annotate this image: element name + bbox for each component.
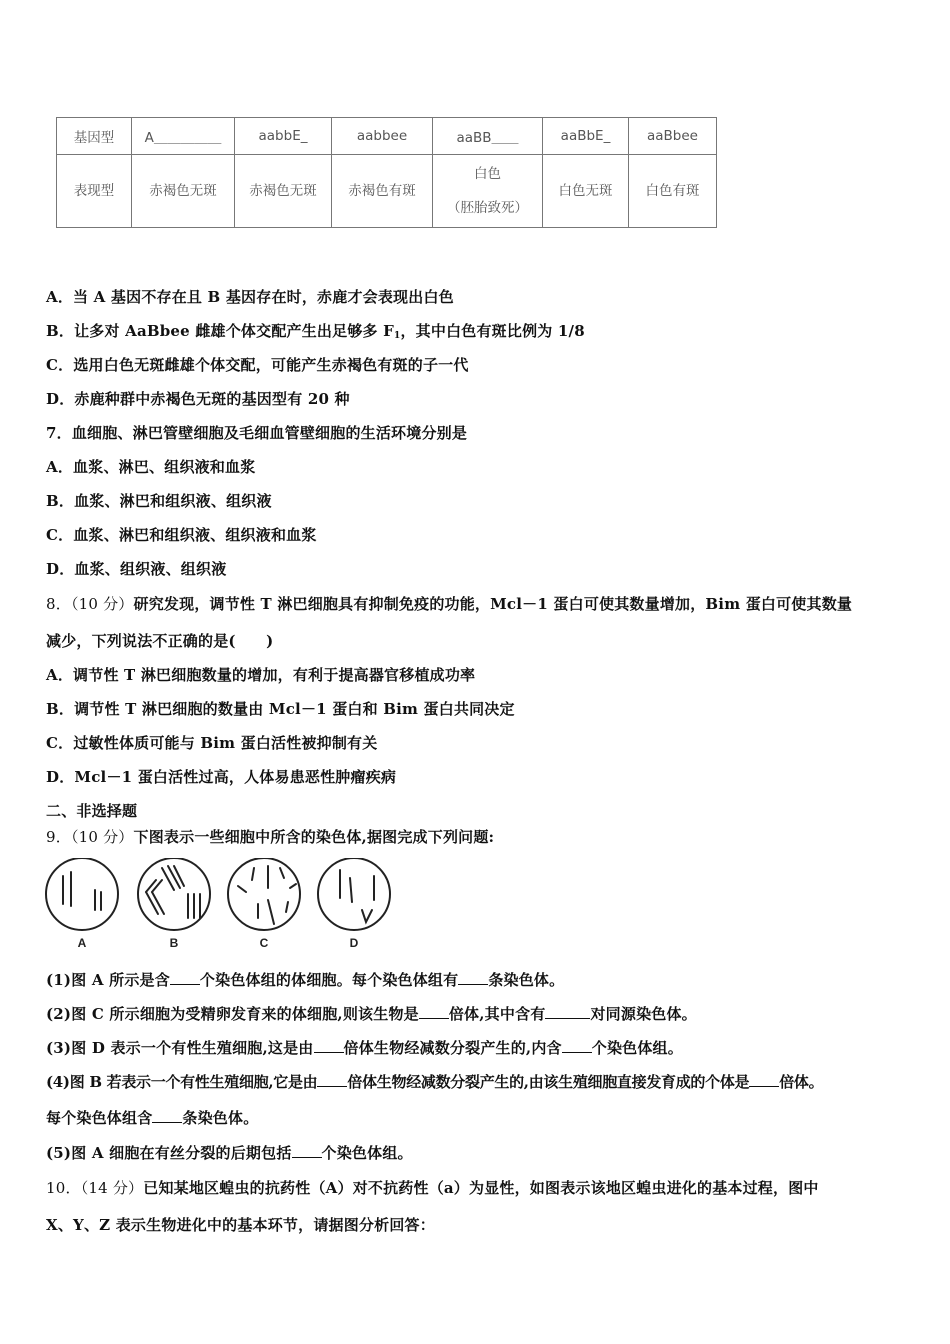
q9-part5 <box>46 1142 413 1163</box>
q8-number: 8． <box>46 595 71 613</box>
table-cell-white: 白色 <box>474 166 501 182</box>
table-cell: aabbee <box>332 118 433 155</box>
q9-p3-text: (3)图 D 表示一个有性生殖细胞,这是由 <box>46 1039 314 1057</box>
fig-label-a: A <box>77 936 87 950</box>
answer-blank[interactable] <box>749 1073 779 1087</box>
q6-b-text-end: ，其中白色有斑比例为 1/8 <box>400 322 585 340</box>
q9-part1 <box>46 969 564 990</box>
q9-p1-text: (1)图 A 所示是含 <box>46 971 170 989</box>
q7-option-b: B．血浆、淋巴和组织液、组织液 <box>46 492 272 510</box>
q9-p2-text: (2)图 C 所示细胞为受精卵发育来的体细胞,则该生物是 <box>46 1005 419 1023</box>
q7-stem: 7．血细胞、淋巴管壁细胞及毛细血管壁细胞的生活环境分别是 <box>46 424 468 442</box>
q9-p2-text: 对同源染色体。 <box>590 1005 697 1023</box>
table-cell: 赤褐色无斑 <box>132 155 235 228</box>
q9-p1-text: 个染色体组的体细胞。每个染色体组有 <box>199 971 459 989</box>
q6-b-subscript: 1 <box>394 331 401 341</box>
genotype-phenotype-table <box>56 117 717 228</box>
q9-part4 <box>46 1071 823 1092</box>
q9-stem-text: 下图表示一些细胞中所含的染色体,据图完成下列问题: <box>133 828 495 846</box>
answer-blank[interactable] <box>292 1144 322 1158</box>
table-cell: aaBbee <box>629 118 717 155</box>
q10-number: 10． <box>46 1179 81 1197</box>
fig-label-d: D <box>349 936 359 950</box>
q10-stem-line1 <box>46 1177 819 1198</box>
table-cell <box>433 155 543 228</box>
q6-option-b <box>46 320 585 341</box>
q10-stem-line2: X、Y、Z 表示生物进化中的基本环节，请据图分析回答： <box>46 1216 435 1234</box>
cell-b <box>138 858 210 930</box>
q10-score: （14 分） <box>80 1179 144 1197</box>
answer-blank[interactable] <box>545 1005 590 1019</box>
q7-option-c: C．血浆、淋巴和组织液、组织液和血浆 <box>46 526 317 544</box>
section-title: 二、非选择题 <box>46 802 138 820</box>
answer-blank[interactable] <box>170 971 200 985</box>
answer-blank[interactable] <box>562 1039 592 1053</box>
q6-option-a: A．当 A 基因不存在且 B 基因存在时，赤鹿才会表现出白色 <box>46 288 454 306</box>
chromosome-figure <box>44 858 404 954</box>
q8-option-c: C．过敏性体质可能与 Bim 蛋白活性被抑制有关 <box>46 734 378 752</box>
table-cell: 白色无斑 <box>543 155 629 228</box>
q9-p4-text: 倍体生物经减数分裂产生的,由该生殖细胞直接发育成的个体是 <box>347 1073 750 1091</box>
q9-p3-text: 个染色体组。 <box>591 1039 683 1057</box>
q8-option-a: A．调节性 T 淋巴细胞数量的增加，有利于提高器官移植成功率 <box>46 666 476 684</box>
q9-p4-text: 倍体。 <box>779 1073 824 1091</box>
q9-p3-text: 倍体生物经减数分裂产生的,内含 <box>343 1039 562 1057</box>
table-cell: 白色有斑 <box>629 155 717 228</box>
q9-part4-cont <box>46 1107 258 1128</box>
table-cell: 赤褐色无斑 <box>235 155 332 228</box>
q9-stem <box>46 826 494 847</box>
q6-option-c: C．选用白色无斑雌雄个体交配，可能产生赤褐色有斑的子一代 <box>46 356 469 374</box>
q9-part3 <box>46 1037 683 1058</box>
q6-b-text: B．让多对 AaBbee 雌雄个体交配产生出足够多 F <box>46 322 395 340</box>
answer-blank[interactable] <box>152 1109 182 1123</box>
q9-p2-text: 倍体,其中含有 <box>448 1005 546 1023</box>
q10-stem-text: 已知某地区蝗虫的抗药性（A）对不抗药性（a）为显性，如图表示该地区蝗虫进化的基本过程，图中 <box>143 1179 819 1197</box>
table-cell: aabbE_ <box>235 118 332 155</box>
q9-score: （10 分） <box>70 828 134 846</box>
answer-blank[interactable] <box>317 1073 347 1087</box>
answer-blank[interactable] <box>419 1005 449 1019</box>
q9-p5-text: (5)图 A 细胞在有丝分裂的后期包括 <box>46 1144 292 1162</box>
fig-label-c: C <box>259 936 269 950</box>
q7-option-a: A．血浆、淋巴、组织液和血浆 <box>46 458 256 476</box>
q9-part2 <box>46 1003 697 1024</box>
table-header-phenotype: 表现型 <box>57 155 132 228</box>
cell-a <box>46 858 118 930</box>
table-cell-lethal-note: （胚胎致死） <box>447 200 528 216</box>
q8-stem-line1 <box>46 593 852 614</box>
table-cell: A＿＿＿＿＿ <box>132 118 235 155</box>
q9-p1-text: 条染色体。 <box>488 971 565 989</box>
q7-option-d: D．血浆、组织液、组织液 <box>46 560 227 578</box>
q6-option-d: D．赤鹿种群中赤褐色无斑的基因型有 20 种 <box>46 390 350 408</box>
table-cell: 赤褐色有斑 <box>332 155 433 228</box>
table-cell: aaBB＿＿ <box>433 118 543 155</box>
q8-stem-text: 研究发现，调节性 T 淋巴细胞具有抑制免疫的功能，Mcl－1 蛋白可使其数量增加，Bim 蛋白可使其数量 <box>133 595 853 613</box>
fig-label-b: B <box>169 936 179 950</box>
q9-number: 9． <box>46 828 71 846</box>
q9-p4-text: 条染色体。 <box>182 1109 259 1127</box>
cell-d <box>318 858 390 930</box>
cell-c <box>228 858 300 930</box>
q8-option-d: D．Mcl－1 蛋白活性过高，人体易患恶性肿瘤疾病 <box>46 768 397 786</box>
q9-p5-text: 个染色体组。 <box>321 1144 413 1162</box>
table-cell: aaBbE_ <box>543 118 629 155</box>
q8-stem-line2: 减少，下列说法不正确的是( ) <box>46 632 274 650</box>
q9-p4-text: 每个染色体组含 <box>46 1109 153 1127</box>
answer-blank[interactable] <box>314 1039 344 1053</box>
table-header-genotype: 基因型 <box>57 118 132 155</box>
q8-score: （10 分） <box>70 595 134 613</box>
q9-p4-text: (4)图 B 若表示一个有性生殖细胞,它是由 <box>46 1073 318 1091</box>
answer-blank[interactable] <box>458 971 488 985</box>
q8-option-b: B．调节性 T 淋巴细胞的数量由 Mcl－1 蛋白和 Bim 蛋白共同决定 <box>46 700 515 718</box>
